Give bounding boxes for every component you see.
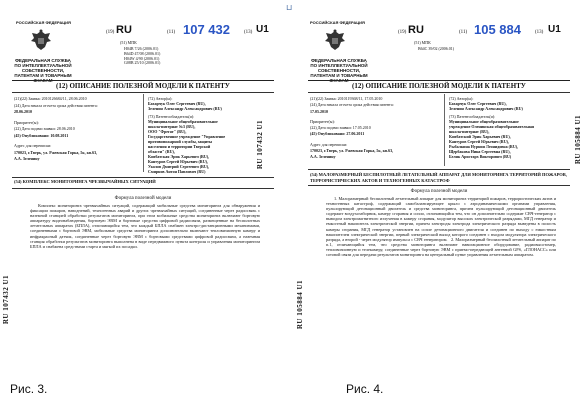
patent-number: 105 884 [474,22,521,37]
mpk-list: B64C 39/02 (2006.01) [418,46,455,51]
federation-label: РОССИЙСКАЯ ФЕДЕРАЦИЯ [16,20,71,25]
mpk-list: H04B 7/26 (2006.01) B64D 47/08 (2006.01) H04W 4/90 (2006.01) G08B 25/10 (2006.01) [124,46,161,66]
bibliographic-fields: (21)(22) Заявка: 2010126684/11, 28.06.2010 (24) Дата начала отсчета срока действия патента: 28.06.2010 Приоритет(ы): (22) Дата подачи заявки: 28.06.2010 (45) Опубликовано: 10.08.2011 Адрес для переписки: 170023, г.Тверь, ул. Ржевская Горка, 5к, кв.63, А.А. Зеленину [14,96,98,161]
divider [308,92,570,93]
divider [308,169,570,170]
side-code-right: RU 105884 U1 [574,115,582,165]
agency-name: ФЕДЕРАЛЬНАЯ СЛУЖБА ПО ИНТЕЛЛЕКТУАЛЬНОЙ СОБСТВЕННОСТИ, ПАТЕНТАМ И ТОВАРНЫМ [310,58,368,78]
side-code-left: RU 105884 U1 [296,280,304,330]
invention-title: (54) МАЛОРАЗМЕРНЫЙ БЕСПИЛОТНЫЙ ЛЕТАТЕЛЬНЫЙ АППАРАТ ДЛЯ МОНИТОРИНГА ТЕРРИТОРИЙ ПОЖАРОВ, ТЕРРОРИСТИЧЕСКИХ АКТОВ И ТЕХНОГЕННЫХ КАТАСТРОФ [310,172,567,183]
divider [308,185,570,186]
formula-title: Формула полезной модели [410,189,468,194]
bibliographic-fields: (21)(22) Заявка: 2010119368/11, 17.05.2010 (24) Дата начала отсчета срока действия патента: 17.05.2010 Приоритет(ы): (22) Дата подачи заявки: 17.05.2010 (45) Опубликовано: 27.06.2011 Адрес для переписки: 170023, г.Тверь, ул. Ржевская Горка, 5к, кв.63, А.А. Зеленину [310,96,394,160]
code-11: (11) [459,30,468,35]
authors-and-owners: (72) Автор(ы): Бахарчук Олег Сергеевич (RU), Зеленин Александр Александрович (RU) (73) Патентообладатель(и): Муниципальное общеобразовательное школа-интернат №3 (RU), ООО "Фрегат" (RU), Государственное учреждение "Управление противопожарной службы, защиты населения и территории Тверской области" (RU), Комбатская Эрик Харьевич (RU), Кантуров Сергей Юрьевич (RU), Уколов Дмитрий Сергеевич (RU), Смирнов Антон Павлович (RU) [148,96,226,174]
divider [12,177,274,178]
formula-text: Комплекс мониторинга чрезвычайных ситуаций, содержащий мобильные средства мониторинга для обнаружения и фиксации пожаров, наводнений, техногенных аварий и других чрезвычайных ситуаций, соединенные через радиосвязь с наземной станцией обработки результатов мониторинга, при этом мобильные средства мониторинга включают бортовую аппаратуру видеонаблюдения, бортовую ЭВМ и бортовые средства цифровой радиосвязи, размещенные на беспилотных летательных аппаратах (БПЛА), отличающийся тем, что каждый БПЛА снабжен электро-дистанционными механизмами, соединенными с бортовой ЭВМ, мобильные средства мониторинга дополнительно включают тепловизионную камеру и инфракрасный датчик, соединенные через бортовую ЭВМ с бортовыми средствами цифровой радиосвязи, а наземная станция обработки результатов мониторинга выполнена в виде передвижного пункта контроля и управления мониторингом БПЛА и снабжена средствами старта и мягкой их посадки. [30,203,260,249]
kind-code: U1 [256,24,269,35]
agency-name: ФЕДЕРАЛЬНАЯ СЛУЖБА ПО ИНТЕЛЛЕКТУАЛЬНОЙ СОБСТВЕННОСТИ, ПАТЕНТАМ И ТОВАРНЫМ [14,58,72,78]
code-19: (19) [398,30,407,35]
side-code-right: RU 107432 U1 [256,120,264,170]
patent-number: 107 432 [183,22,230,37]
divider [12,92,274,93]
code-13: (13) [535,30,544,35]
top-mark: ⊔ [286,3,293,12]
column-divider [444,94,445,166]
patent-document-105884 [304,17,574,352]
divider [12,80,274,81]
coat-of-arms-emblem [322,28,348,54]
code-13: (13) [244,30,253,35]
coat-of-arms-emblem [28,28,54,54]
invention-title: (54) КОМПЛЕКС МОНИТОРИНГА ЧРЕЗВЫЧАЙНЫХ СИТУАЦИЙ [14,179,156,184]
federation-label: РОССИЙСКАЯ ФЕДЕРАЦИЯ [310,20,365,25]
figure-caption-3: Рис. 3. [10,382,48,396]
document-title: (12) ОПИСАНИЕ ПОЛЕЗНОЙ МОДЕЛИ К ПАТЕНТУ [352,82,526,90]
column-divider [143,94,144,172]
code-11: (11) [167,30,176,35]
authors-and-owners: (72) Автор(ы): Бахарчук Олег Сергеевич (RU), Зеленин Александр Александрович (RU) (73) Патентообладатель(и): Муниципальное общеобразовательное учреждение Оленинская общеобразовательная школа-интернат (RU), Комбатский Эрик Харьевич (RU), Кантуров Сергей Юрьевич (RU), Рыбалкина Нурния Леонидовна (RU), Щербакова Нина Сергеевна (RU), Белик Аристарх Викторович (RU) [449,96,535,159]
mpk-code: (51) МПК [120,40,137,45]
code-19: (19) [106,30,115,35]
country-code: RU [408,24,424,36]
kind-code: U1 [548,24,561,35]
side-code-left: RU 107432 U1 [2,275,10,325]
patent-document-107432 [8,17,278,352]
mpk-code: (51) МПК [414,40,431,45]
formula-text: 1. Малоразмерный беспилотный летательный аппарат для мониторинга территорий пожаров, террористических актов и техногенных катастроф, содержащий самобалансирующее крыло с аэродинамическими органами управления, пульсирующий детонационный двигатель и средства мониторинга, причем пульсирующий детонационный двигатель содержит воздухозаборник, камеру сгорания и сопло, отличающийся тем, что он дополнительно содержит СВЧ-генератор с выводом электромагнитного излучения в камеру сгорания, модулятор высоких электрической разрядами, МГД генератор и емкостный накопитель электрической энергии, причем электроды электрода электрического разряда выведены в полость камеры сгорания, МГД генератор установлен на сопле детонационного двигателя и соединен по выходу с емкостным накопителем электрической энергии, первый электрический выход которого соединен с входом модулятора электрического разряда, а второй - через модулятор импульса с СВЧ генератором. 2. Малоразмерный беспилотный летательный аппарат по п.1, отличающийся тем, что средства мониторинга включают навигационное оборудование, радиовысотомер, тепловизионную и телекамеру, соединенные через бортовую ЭВМ с приемо-передающей антенной GPS, «ГЛОНАСС» или сотовой связи для передачи результатов мониторинга на центральный пункт управления летательным аппаратом. [326,196,556,258]
formula-title: Формула полезной модели [114,196,172,201]
country-code: RU [116,24,132,36]
document-title: (12) ОПИСАНИЕ ПОЛЕЗНОЙ МОДЕЛИ К ПАТЕНТУ [56,82,230,90]
divider [12,188,274,189]
divider [308,80,570,81]
figure-caption-4: Рис. 4. [346,382,384,396]
